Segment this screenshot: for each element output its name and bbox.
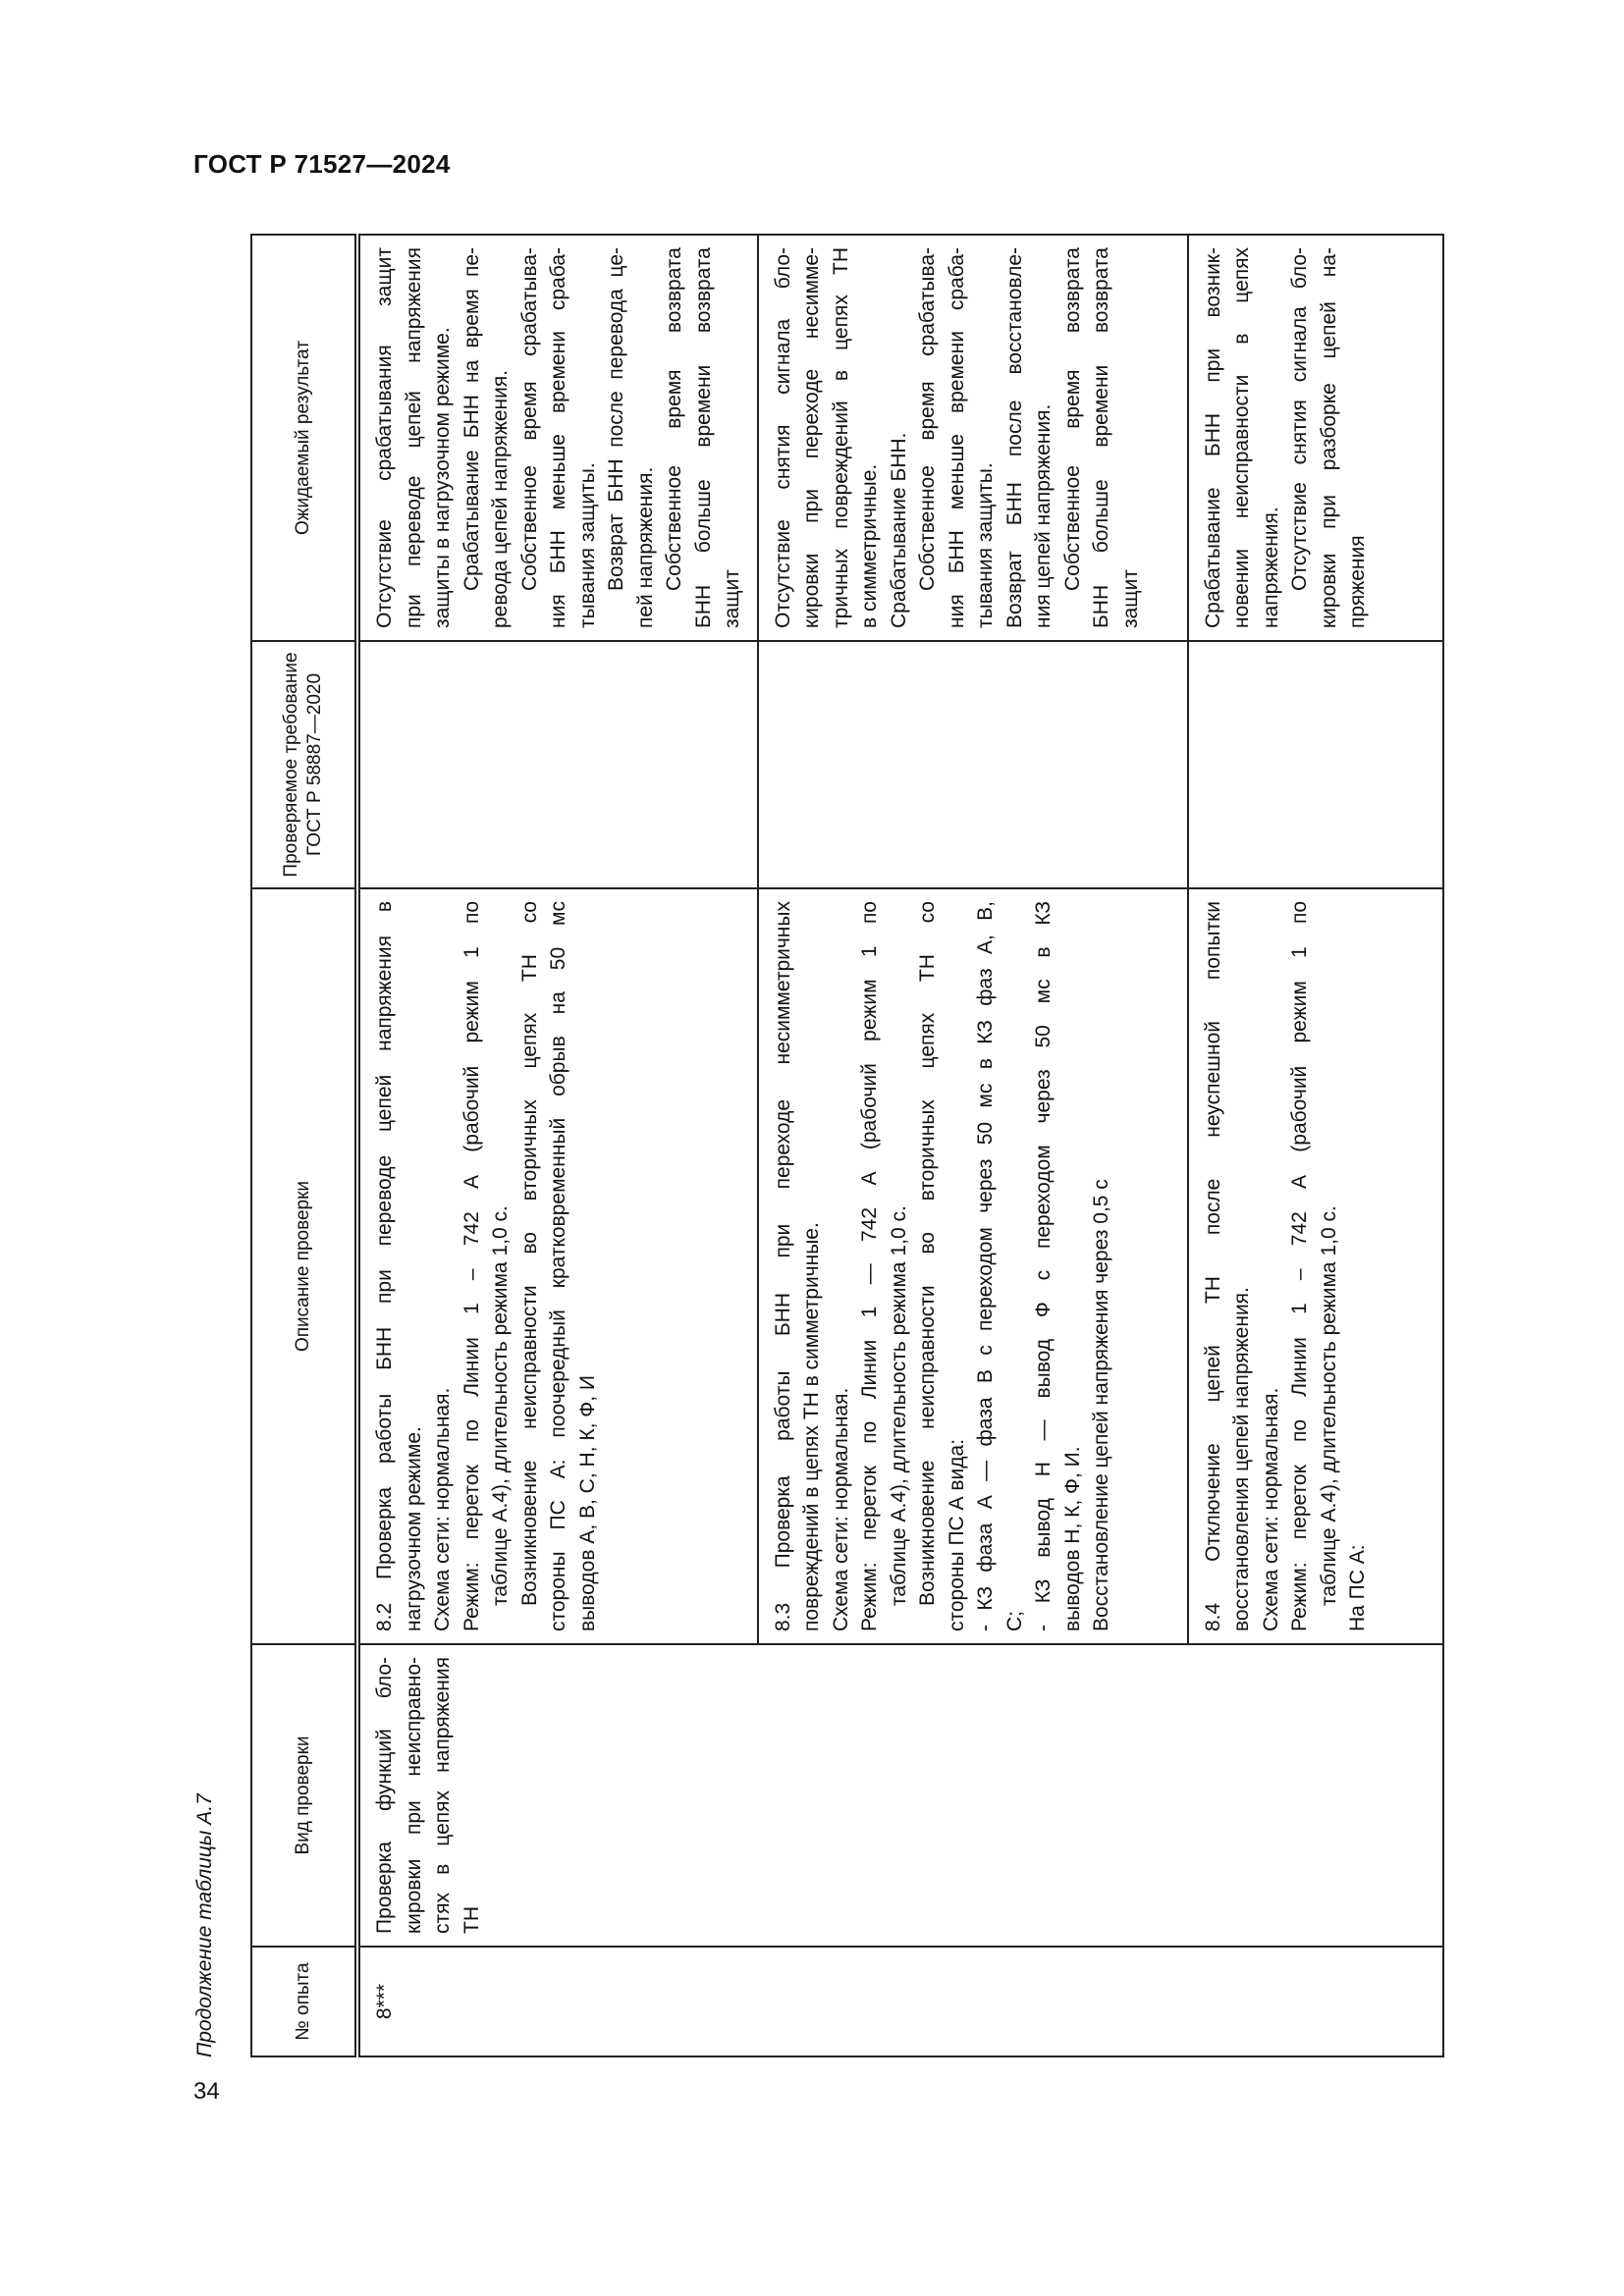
expected-cell bbox=[357, 235, 758, 641]
text-line: Срабатывание БНН. bbox=[887, 432, 910, 628]
text-line: тывания защиты. bbox=[974, 462, 997, 628]
text-line: ния БНН меньше времени сраба- bbox=[945, 247, 968, 628]
text-line: защиты в нагрузочном режиме. bbox=[431, 327, 454, 628]
text-line: БНН больше времени возврата bbox=[1090, 247, 1112, 628]
col-header-description: Описание проверки bbox=[251, 888, 357, 1644]
text-line: Режим: переток по Линии 1 – 742 А (рабочий режим 1 по bbox=[1288, 901, 1311, 1631]
text-line: стороны ПС А вида: bbox=[945, 1438, 968, 1631]
expected-text bbox=[769, 247, 1146, 628]
expected-cell bbox=[1188, 235, 1444, 641]
text-line: ния цепей напряжения. bbox=[1032, 403, 1055, 628]
check-type-cell bbox=[357, 1644, 1443, 1947]
experiment-number: 8*** bbox=[357, 1947, 1443, 2056]
text-line: Режим: переток по Линии 1 — 742 А (рабочий режим 1 по bbox=[858, 901, 881, 1631]
text-line: Срабатывание БНН при возник- bbox=[1201, 247, 1224, 628]
text-line: пей напряжения. bbox=[633, 466, 657, 628]
text-line: выводов Н, К, Ф, И. bbox=[1060, 1446, 1084, 1631]
requirement-cell bbox=[357, 641, 758, 888]
text-line: - КЗ фаза А — фаза В с переходом через 50 мс в КЗ фаз А, В, bbox=[974, 901, 997, 1631]
text-line: напряжения. bbox=[1259, 507, 1282, 628]
text-line: На ПС А: bbox=[1346, 1544, 1369, 1631]
text-line: Проверка функций бло- bbox=[373, 1657, 396, 1934]
text-line: таблице А.4), длительность режима 1,0 с. bbox=[887, 1205, 910, 1606]
text-line: Возврат БНН после перевода це- bbox=[605, 247, 627, 591]
text-line: Возникновение неисправности во вторичных цепях ТН со bbox=[916, 901, 939, 1606]
test-table bbox=[250, 234, 1444, 2057]
requirement-cell bbox=[758, 641, 1188, 888]
text-line: Срабатывание БНН на время пе- bbox=[460, 247, 483, 591]
col-header-expected: Ожидаемый результат bbox=[251, 235, 357, 641]
text-line: Собственное время возврата bbox=[1060, 247, 1084, 591]
text-line: Возврат БНН после восстановле- bbox=[1002, 247, 1026, 628]
description-text bbox=[1199, 901, 1373, 1631]
text-line: кировки при разборке цепей на- bbox=[1317, 247, 1340, 628]
text-line: Собственное время срабатыва- bbox=[916, 247, 939, 591]
requirement-cell bbox=[1188, 641, 1444, 888]
text-line: 8.2 Проверка работы БНН при переводе цепей напряжения в bbox=[373, 901, 396, 1631]
text-line: Схема сети: нормальная. bbox=[431, 1387, 454, 1631]
text-line: - КЗ вывод Н — вывод Ф с переходом через 50 мс в КЗ bbox=[1032, 901, 1055, 1631]
text-line: Восстановление цепей напряжения через 0,5 с bbox=[1090, 1179, 1112, 1631]
description-text bbox=[769, 901, 1116, 1631]
text-line: стях в цепях напряжения bbox=[431, 1657, 454, 1934]
text-line: таблице А.4), длительность режима 1,0 с. bbox=[1317, 1205, 1340, 1606]
description-cell bbox=[357, 888, 758, 1644]
text-line: защит bbox=[721, 569, 743, 628]
col-header-requirement: Проверяемое требование ГОСТ Р 58887—2020 bbox=[251, 641, 357, 888]
description-cell bbox=[1188, 888, 1444, 1644]
col-header-check-type: Вид проверки bbox=[251, 1644, 357, 1947]
text-line: кировки при неисправно- bbox=[402, 1657, 425, 1934]
text-line: при переводе цепей напряжения bbox=[402, 247, 425, 628]
text-line: Возникновение неисправности во вторичных цепях ТН со bbox=[517, 901, 541, 1606]
text-line: выводов А, В, С, Н, К, Ф, И bbox=[575, 1375, 599, 1631]
text-line: восстановления цепей напряжения. bbox=[1230, 1287, 1253, 1631]
table-header-row bbox=[251, 235, 357, 2056]
document-code: ГОСТ Р 71527—2024 bbox=[193, 149, 451, 179]
text-line: тывания защиты. bbox=[575, 462, 599, 628]
text-line: ния БНН меньше времени сраба- bbox=[547, 247, 569, 628]
text-line: нагрузочном режиме. bbox=[402, 1426, 425, 1631]
text-line: Отсутствие снятия сигнала бло- bbox=[771, 247, 794, 628]
expected-cell bbox=[758, 235, 1188, 641]
text-line: С; bbox=[1002, 1611, 1026, 1631]
text-line: кировки при переходе несимме- bbox=[800, 247, 823, 628]
check-type-text bbox=[370, 1657, 486, 1934]
page-number: 34 bbox=[193, 2078, 220, 2105]
text-line: защит bbox=[1118, 569, 1142, 628]
description-cell bbox=[758, 888, 1188, 1644]
description-text bbox=[370, 901, 602, 1631]
text-line: Собственное время возврата bbox=[663, 247, 685, 591]
text-line: Схема сети: нормальная. bbox=[1259, 1387, 1282, 1631]
text-line: Отсутствие снятия сигнала бло- bbox=[1288, 247, 1311, 591]
table-row bbox=[357, 235, 758, 2056]
table-caption: Продолжение таблицы А.7 bbox=[193, 1793, 216, 2057]
expected-text bbox=[1199, 247, 1373, 628]
text-line: БНН больше времени возврата bbox=[691, 247, 715, 628]
rotated-table-block bbox=[193, 236, 1444, 2057]
text-line: ревода цепей напряжения. bbox=[489, 369, 512, 628]
text-line: повреждений в цепях ТН в симметричные. bbox=[800, 1222, 823, 1631]
text-line: Отсутствие срабатывания защит bbox=[373, 247, 396, 628]
text-line: стороны ПС А: поочередный кратковременный обрыв на 50 мс bbox=[547, 901, 569, 1631]
text-line: Схема сети: нормальная. bbox=[829, 1387, 852, 1631]
expected-text bbox=[370, 247, 747, 628]
text-line: новении неисправности в цепях bbox=[1230, 247, 1253, 628]
text-line: пряжения bbox=[1346, 535, 1369, 628]
text-line: тричных повреждений в цепях ТН bbox=[829, 247, 852, 628]
text-line: 8.4 Отключение цепей ТН после неуспешной попытки bbox=[1201, 901, 1224, 1631]
text-line: ТН bbox=[460, 1906, 483, 1934]
text-line: в симметричные. bbox=[858, 463, 881, 628]
text-line: Режим: переток по Линии 1 – 742 А (рабочий режим 1 по bbox=[460, 901, 483, 1631]
col-header-number: № опыта bbox=[251, 1947, 357, 2056]
text-line: Собственное время срабатыва- bbox=[517, 247, 541, 591]
text-line: 8.3 Проверка работы БНН при переходе несимметричных bbox=[771, 901, 794, 1631]
text-line: таблице А.4), длительность режима 1,0 с. bbox=[489, 1205, 512, 1606]
